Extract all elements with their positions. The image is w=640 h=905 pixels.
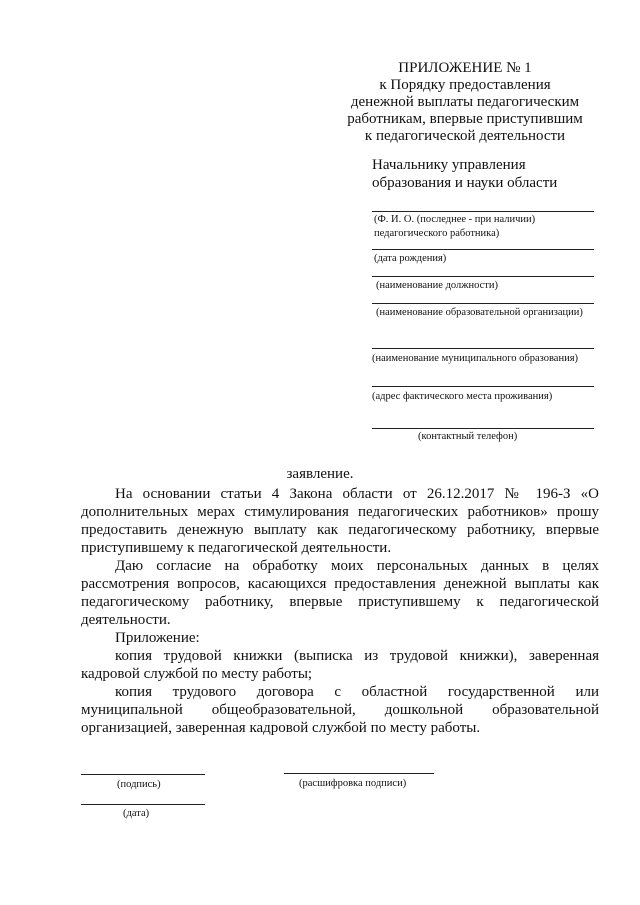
paragraph: Даю согласие на обработку моих персональных данных в целях рассмотрения вопросов, касающихся предоставления денежной выплаты как педагогическому работнику, впервые приступившему к педагогической деятельности. [81,558,599,628]
addressee-line: образования и науки области [372,175,558,191]
signature-label: (подпись) [117,779,161,790]
appendix-line: к педагогической деятельности [364,128,566,144]
position-line[interactable] [372,276,594,277]
appendix-line: к Порядку предоставления [379,77,551,93]
appendix-number: ПРИЛОЖЕНИЕ № 1 [398,60,532,76]
date-line[interactable] [81,804,205,805]
attachments-heading: Приложение: [115,630,200,646]
organization-label: (наименование образовательной организации) [376,307,583,318]
phone-label: (контактный телефон) [418,431,518,442]
address-line[interactable] [372,386,594,387]
paragraph: На основании статьи 4 Закона области от 26.12.2017 № 196-З «О дополнительных мерах стимулирования педагогических работников» прошу предоставить денежную выплату как педагогическому работнику, впервые приступившему к педагогической деятельности. [81,486,599,556]
addressee-line: Начальнику управления [372,157,526,173]
fio-line[interactable] [372,211,594,212]
statement-body [81,485,599,737]
fio-label-cont: педагогического работника) [374,228,500,239]
date-label: (дата) [123,808,150,819]
municipality-label: (наименование муниципального образования) [372,353,579,364]
municipality-line[interactable] [372,348,594,349]
organization-line[interactable] [372,303,594,304]
attachment-item: копия трудовой книжки (выписка из трудовой книжки), заверенная кадровой службой по месту работы; [81,648,599,682]
appendix-line: работникам, впервые приступившим [347,111,583,127]
document-title: заявление. [286,466,354,482]
fio-label: (Ф. И. О. (последнее - при наличии) [374,214,536,225]
attachment-item: копия трудового договора с областной государственной или муниципальной общеобразовательной, дошкольной образовательной организацией, заверенная кадровой службой по месту работы. [81,684,599,736]
signature-line[interactable] [81,774,205,775]
birth-date-line[interactable] [372,249,594,250]
birth-date-label: (дата рождения) [374,253,447,264]
appendix-header [330,60,600,145]
position-label: (наименование должности) [376,280,499,291]
address-label: (адрес фактического места проживания) [372,391,553,402]
phone-line[interactable] [372,428,594,429]
appendix-line: денежной выплаты педагогическим [350,94,580,110]
signature-decode-line[interactable] [284,773,434,774]
addressee-block [372,156,557,192]
signature-decode-label: (расшифровка подписи) [299,778,407,789]
